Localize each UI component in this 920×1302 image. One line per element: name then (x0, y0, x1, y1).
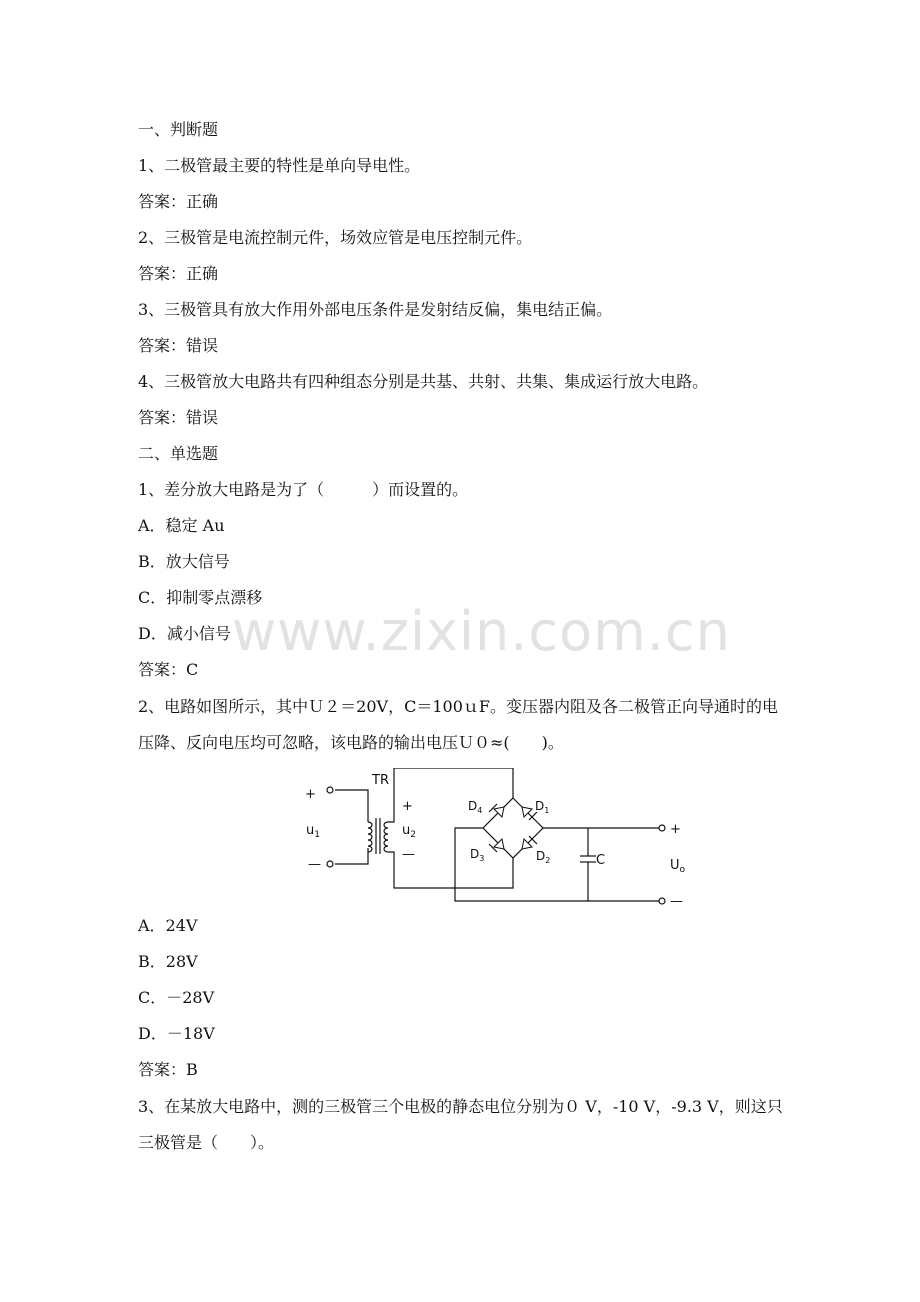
primary-bottom-wire (335, 848, 368, 864)
u2-label: $u_2$ (402, 823, 416, 840)
choice-q2-option-a: A．24V (138, 916, 198, 935)
d1-label: $D_1$ (535, 799, 550, 815)
choice-question-3: 3、在某放大电路中，测的三极管三个电极的静态电位分别为０ V，-10 V，-9.3 V，则这只三极管是（ ）。 (138, 1097, 783, 1152)
choice-question-2: 2、电路如图所示，其中Ｕ２＝20V，C＝100ｕF。变压器内阻及各二极管正向导通时的电压降、反向电压均可忽略，该电路的输出电压Ｕ０≈( )。 (138, 697, 778, 752)
primary-top-wire (335, 790, 368, 822)
rectifier-circuit-figure (290, 768, 710, 910)
judge-answer-2: 答案：正确 (138, 264, 219, 283)
judge-question-3: 3、三极管具有放大作用外部电压条件是发射结反偏，集电结正偏。 (138, 300, 613, 319)
choice-q2-option-d: D．－18V (138, 1024, 215, 1043)
judge-answer-4: 答案：错误 (138, 408, 219, 427)
choice-q2-answer: 答案：B (138, 1060, 198, 1079)
choice-question-1: 1、差分放大电路是为了（ ）而设置的。 (138, 480, 469, 499)
uo-label: $U_o$ (670, 858, 686, 875)
judge-question-2: 2、三极管是电流控制元件，场效应管是电压控制元件。 (138, 228, 533, 247)
choice-q2-option-b: B．28V (138, 952, 198, 971)
output-negative-wire (455, 828, 660, 901)
capacitor-label: C (596, 853, 606, 868)
choice-q2-option-c: C．－28V (138, 988, 215, 1007)
input-plus-label: + (305, 787, 316, 802)
choice-q1-answer: 答案：C (138, 660, 199, 679)
choice-q1-option-c: C．抑制零点漂移 (138, 588, 263, 607)
secondary-coil (384, 822, 388, 852)
d4-label: $D_4$ (468, 799, 483, 815)
choice-q1-option-a: A．稳定 Au (138, 516, 225, 535)
output-terminal-minus (659, 898, 665, 904)
section2-title: 二、单选题 (138, 444, 219, 463)
judge-answer-3: 答案：错误 (138, 336, 219, 355)
transformer-label: TR (372, 773, 389, 788)
site-watermark: www.zixin.com.cn (232, 600, 731, 663)
primary-coil (368, 822, 372, 852)
bridge-diamond (483, 798, 543, 858)
secondary-minus-label: — (402, 847, 415, 862)
output-terminal-plus (659, 825, 665, 831)
output-minus-label: — (670, 894, 683, 909)
input-terminal-plus (327, 787, 333, 793)
d2-label: $D_2$ (536, 849, 551, 865)
judge-answer-1: 答案：正确 (138, 192, 219, 211)
u1-label: $u_1$ (306, 823, 320, 840)
judge-question-1: 1、二极管最主要的特性是单向导电性。 (138, 156, 421, 175)
d3-label: $D_3$ (470, 847, 485, 863)
output-plus-label: + (670, 822, 681, 837)
input-minus-label: — (308, 857, 321, 872)
section1-title: 一、判断题 (138, 120, 219, 139)
choice-q1-option-d: D．减小信号 (138, 624, 231, 643)
judge-question-4: 4、三极管放大电路共有四种组态分别是共基、共射、共集、集成运行放大电路。 (138, 372, 709, 391)
input-terminal-minus (327, 861, 333, 867)
choice-q1-option-b: B．放大信号 (138, 552, 230, 571)
secondary-plus-label: + (402, 799, 413, 814)
